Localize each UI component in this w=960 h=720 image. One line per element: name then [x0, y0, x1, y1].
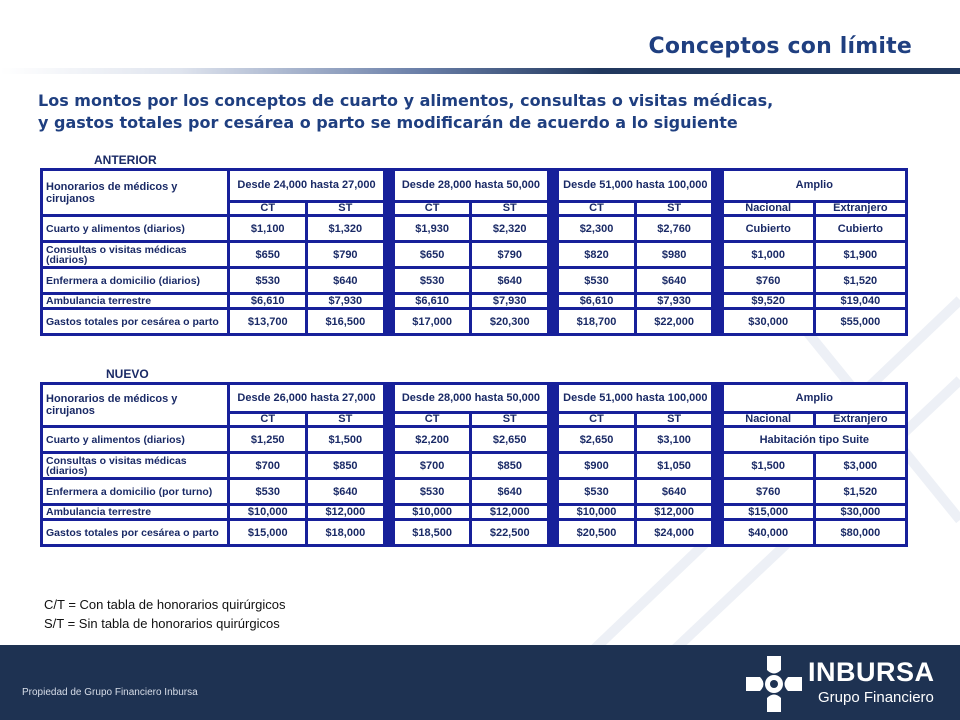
cell: $1,520: [816, 480, 905, 503]
cell: $1,520: [816, 269, 905, 292]
column-gap: [550, 480, 556, 503]
cell: $640: [472, 269, 547, 292]
table-row: [43, 521, 905, 544]
cell: $22,500: [472, 521, 547, 544]
column-gap: [550, 243, 556, 266]
column-gap: [714, 310, 720, 333]
cell: $12,000: [308, 506, 383, 518]
cell: $10,000: [559, 506, 634, 518]
column-gap: [714, 217, 720, 240]
subheader: CT: [395, 203, 470, 214]
cell: $15,000: [230, 521, 305, 544]
column-gap: [714, 480, 720, 503]
cell: $640: [308, 269, 383, 292]
column-gap: [714, 428, 720, 451]
corner-header: Honorarios de médicos y cirujanos: [43, 385, 227, 425]
note-st: S/T = Sin tabla de honorarios quirúrgicos: [44, 616, 280, 631]
group-header: Desde 28,000 hasta 50,000: [395, 385, 547, 411]
table-row: [43, 506, 905, 518]
cell: $18,000: [308, 521, 383, 544]
cell: Cubierto: [724, 217, 813, 240]
cell: $20,500: [559, 521, 634, 544]
cell: $6,610: [230, 295, 305, 307]
subheader: CT: [395, 414, 470, 425]
cell: $1,250: [230, 428, 305, 451]
subheader: CT: [230, 203, 305, 214]
cell: $790: [472, 243, 547, 266]
header-rule: [0, 68, 960, 74]
cell: $7,930: [637, 295, 712, 307]
column-gap: [714, 385, 720, 425]
column-gap: [386, 506, 392, 518]
cell: $760: [724, 480, 813, 503]
column-gap: [714, 521, 720, 544]
section-label-anterior: ANTERIOR: [94, 153, 157, 167]
cell: $9,520: [724, 295, 813, 307]
legend-notes: [44, 595, 285, 633]
cell: $530: [559, 269, 634, 292]
column-gap: [386, 454, 392, 477]
cell: $650: [230, 243, 305, 266]
subheader: Nacional: [724, 414, 813, 425]
table-row: [43, 269, 905, 292]
group-header: Desde 51,000 hasta 100,000: [559, 385, 711, 411]
row-label: Ambulancia terrestre: [43, 295, 227, 307]
column-gap: [714, 295, 720, 307]
table-row: [43, 480, 905, 503]
cell: $650: [395, 243, 470, 266]
cell: $30,000: [724, 310, 813, 333]
cell: $2,200: [395, 428, 470, 451]
table-row: [43, 428, 905, 451]
column-gap: [550, 506, 556, 518]
cell: $530: [230, 480, 305, 503]
column-gap: [386, 295, 392, 307]
cell: $640: [308, 480, 383, 503]
subheader: ST: [637, 203, 712, 214]
cell: $790: [308, 243, 383, 266]
cell: $18,500: [395, 521, 470, 544]
intro-line: Los montos por los conceptos de cuarto y alimentos, consultas o visitas médicas,: [38, 91, 774, 110]
subheader: CT: [559, 414, 634, 425]
cell: $1,900: [816, 243, 905, 266]
subheader: Extranjero: [816, 203, 905, 214]
column-gap: [550, 385, 556, 425]
column-gap: [714, 269, 720, 292]
cell: $40,000: [724, 521, 813, 544]
column-gap: [714, 506, 720, 518]
subheader: CT: [230, 414, 305, 425]
subheader: ST: [637, 414, 712, 425]
cell: $700: [395, 454, 470, 477]
intro-text: [38, 90, 938, 134]
column-gap: [714, 171, 720, 214]
cell: $6,610: [559, 295, 634, 307]
table-row: [43, 310, 905, 333]
cell: $3,100: [637, 428, 712, 451]
cell: $640: [637, 480, 712, 503]
subheader: Extranjero: [816, 414, 905, 425]
cell: $1,500: [724, 454, 813, 477]
cell: $760: [724, 269, 813, 292]
cell: $3,000: [816, 454, 905, 477]
cell: $1,000: [724, 243, 813, 266]
row-label: Cuarto y alimentos (diarios): [43, 217, 227, 240]
table-anterior: [40, 168, 908, 336]
cell: $20,300: [472, 310, 547, 333]
row-label: Gastos totales por cesárea o parto: [43, 310, 227, 333]
column-gap: [386, 243, 392, 266]
subheader: ST: [472, 203, 547, 214]
column-gap: [386, 385, 392, 425]
note-ct: C/T = Con tabla de honorarios quirúrgicos: [44, 597, 286, 612]
group-header: Desde 24,000 hasta 27,000: [230, 171, 382, 200]
table-row: [43, 243, 905, 266]
column-gap: [386, 269, 392, 292]
cell: $1,500: [308, 428, 383, 451]
subheader: ST: [308, 203, 383, 214]
cell: $2,650: [472, 428, 547, 451]
cell: $2,760: [637, 217, 712, 240]
row-label: Ambulancia terrestre: [43, 506, 227, 518]
cell: $16,500: [308, 310, 383, 333]
group-header: Desde 26,000 hasta 27,000: [230, 385, 382, 411]
logo-subtitle: Grupo Financiero: [818, 689, 934, 706]
cell: Cubierto: [816, 217, 905, 240]
row-label: Enfermera a domicilio (por turno): [43, 480, 227, 503]
cell: $1,100: [230, 217, 305, 240]
row-label: Consultas o visitas médicas (diarios): [43, 243, 227, 266]
group-header: Desde 28,000 hasta 50,000: [395, 171, 547, 200]
column-gap: [386, 428, 392, 451]
cell: $530: [395, 480, 470, 503]
cell: $30,000: [816, 506, 905, 518]
table-nuevo: [40, 382, 908, 547]
cell: $980: [637, 243, 712, 266]
table-row: [43, 295, 905, 307]
group-header: Amplio: [724, 171, 905, 200]
cell: $2,650: [559, 428, 634, 451]
logo-name: INBURSA: [808, 657, 935, 687]
cell: $640: [637, 269, 712, 292]
cell: $24,000: [637, 521, 712, 544]
cell: $55,000: [816, 310, 905, 333]
cell: $850: [308, 454, 383, 477]
column-gap: [550, 428, 556, 451]
cell: $19,040: [816, 295, 905, 307]
subheader: CT: [559, 203, 634, 214]
cell: $80,000: [816, 521, 905, 544]
row-label: Gastos totales por cesárea o parto: [43, 521, 227, 544]
cell: $530: [559, 480, 634, 503]
cell: $12,000: [637, 506, 712, 518]
column-gap: [550, 171, 556, 214]
cell: $12,000: [472, 506, 547, 518]
corner-header: Honorarios de médicos y cirujanos: [43, 171, 227, 214]
section-label-nuevo: NUEVO: [106, 367, 149, 381]
column-gap: [550, 521, 556, 544]
cell: $6,610: [395, 295, 470, 307]
column-gap: [550, 454, 556, 477]
cell: $530: [230, 269, 305, 292]
cell: $7,930: [472, 295, 547, 307]
cell: $15,000: [724, 506, 813, 518]
column-gap: [386, 217, 392, 240]
cell: $18,700: [559, 310, 634, 333]
row-label: Consultas o visitas médicas (diarios): [43, 454, 227, 477]
footer-text: Propiedad de Grupo Financiero Inbursa: [22, 687, 198, 698]
cell: $2,320: [472, 217, 547, 240]
row-label: Cuarto y alimentos (diarios): [43, 428, 227, 451]
cell: $640: [472, 480, 547, 503]
column-gap: [550, 295, 556, 307]
cell: $2,300: [559, 217, 634, 240]
group-header: Desde 51,000 hasta 100,000: [559, 171, 711, 200]
column-gap: [714, 243, 720, 266]
cell: $1,050: [637, 454, 712, 477]
page-title: Conceptos con límite: [648, 34, 912, 59]
cell: $1,320: [308, 217, 383, 240]
cell: $22,000: [637, 310, 712, 333]
cell: $17,000: [395, 310, 470, 333]
cell: $10,000: [395, 506, 470, 518]
table-row: [43, 217, 905, 240]
intro-line: y gastos totales por cesárea o parto se modificarán de acuerdo a lo siguiente: [38, 113, 738, 132]
column-gap: [386, 521, 392, 544]
column-gap: [386, 480, 392, 503]
merged-cell: Habitación tipo Suite: [724, 428, 905, 451]
subheader: ST: [308, 414, 383, 425]
cell: $820: [559, 243, 634, 266]
inbursa-logo-icon: [746, 656, 802, 712]
cell: $7,930: [308, 295, 383, 307]
subheader: ST: [472, 414, 547, 425]
column-gap: [386, 171, 392, 214]
group-header: Amplio: [724, 385, 905, 411]
column-gap: [714, 454, 720, 477]
column-gap: [550, 217, 556, 240]
column-gap: [550, 269, 556, 292]
row-label: Enfermera a domicilio (diarios): [43, 269, 227, 292]
cell: $13,700: [230, 310, 305, 333]
footer-bar: [0, 645, 960, 720]
cell: $700: [230, 454, 305, 477]
column-gap: [386, 310, 392, 333]
cell: $850: [472, 454, 547, 477]
cell: $530: [395, 269, 470, 292]
column-gap: [550, 310, 556, 333]
cell: $1,930: [395, 217, 470, 240]
cell: $900: [559, 454, 634, 477]
subheader: Nacional: [724, 203, 813, 214]
table-row: [43, 454, 905, 477]
cell: $10,000: [230, 506, 305, 518]
